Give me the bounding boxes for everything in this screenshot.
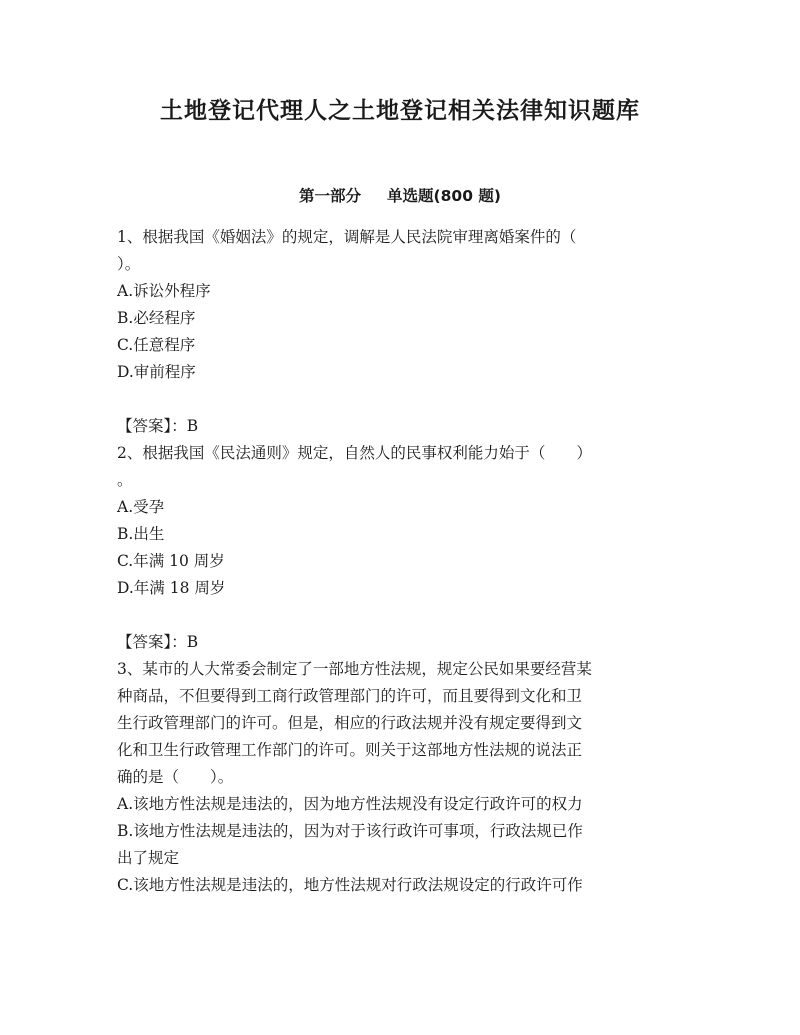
option-d: D.审前程序 <box>117 363 196 381</box>
question-stem-line: 化和卫生行政管理工作部门的许可。则关于这部地方性法规的说法正 <box>117 741 583 759</box>
question-stem-line: 。 <box>117 471 133 489</box>
question-list <box>117 224 673 899</box>
section-type: 单选题(800 题) <box>387 187 501 205</box>
question-3 <box>117 656 673 899</box>
answer-line <box>117 413 673 440</box>
option-d: D.年满 18 周岁 <box>117 579 226 597</box>
answer-value: B <box>186 417 199 435</box>
question-stem-line: ）。 <box>117 255 141 273</box>
option-a: A.诉讼外程序 <box>117 282 211 300</box>
option-a: A.该地方性法规是违法的，因为地方性法规没有设定行政许可的权力 <box>117 795 583 813</box>
question-2 <box>117 440 673 656</box>
section-heading <box>0 184 800 206</box>
answer-line <box>117 629 673 656</box>
question-1 <box>117 224 673 440</box>
question-stem-line: 3、某市的人大常委会制定了一部地方性法规，规定公民如果要经营某 <box>117 660 592 678</box>
option-a: A.受孕 <box>117 498 165 516</box>
question-stem-line: 种商品，不但要得到工商行政管理部门的许可，而且要得到文化和卫 <box>117 687 583 705</box>
option-c: C.年满 10 周岁 <box>117 552 225 570</box>
question-stem-line: 生行政管理部门的许可。但是，相应的行政法规并没有规定要得到文 <box>117 714 583 732</box>
answer-value: B <box>186 633 199 651</box>
option-b: B.出生 <box>117 525 165 543</box>
section-part: 第一部分 <box>299 187 362 205</box>
option-c: C.任意程序 <box>117 336 196 354</box>
question-stem-line: 1、根据我国《婚姻法》的规定，调解是人民法院审理离婚案件的（ <box>117 228 577 246</box>
answer-label: 【答案】： <box>117 633 187 651</box>
question-stem-line: 2、根据我国《民法通则》规定，自然人的民事权利能力始于（ ） <box>117 444 592 462</box>
option-b: B.该地方性法规是违法的，因为对于该行政许可事项，行政法规已作 <box>117 822 583 840</box>
question-stem-line: 确的是（ ）。 <box>117 768 234 786</box>
document-title: 土地登记代理人之土地登记相关法律知识题库 <box>160 98 640 124</box>
option-c: C.该地方性法规是违法的，地方性法规对行政法规设定的行政许可作 <box>117 876 583 894</box>
answer-label: 【答案】： <box>117 417 187 435</box>
option-b-continued: 出了规定 <box>117 849 180 867</box>
option-b: B.必经程序 <box>117 309 196 327</box>
